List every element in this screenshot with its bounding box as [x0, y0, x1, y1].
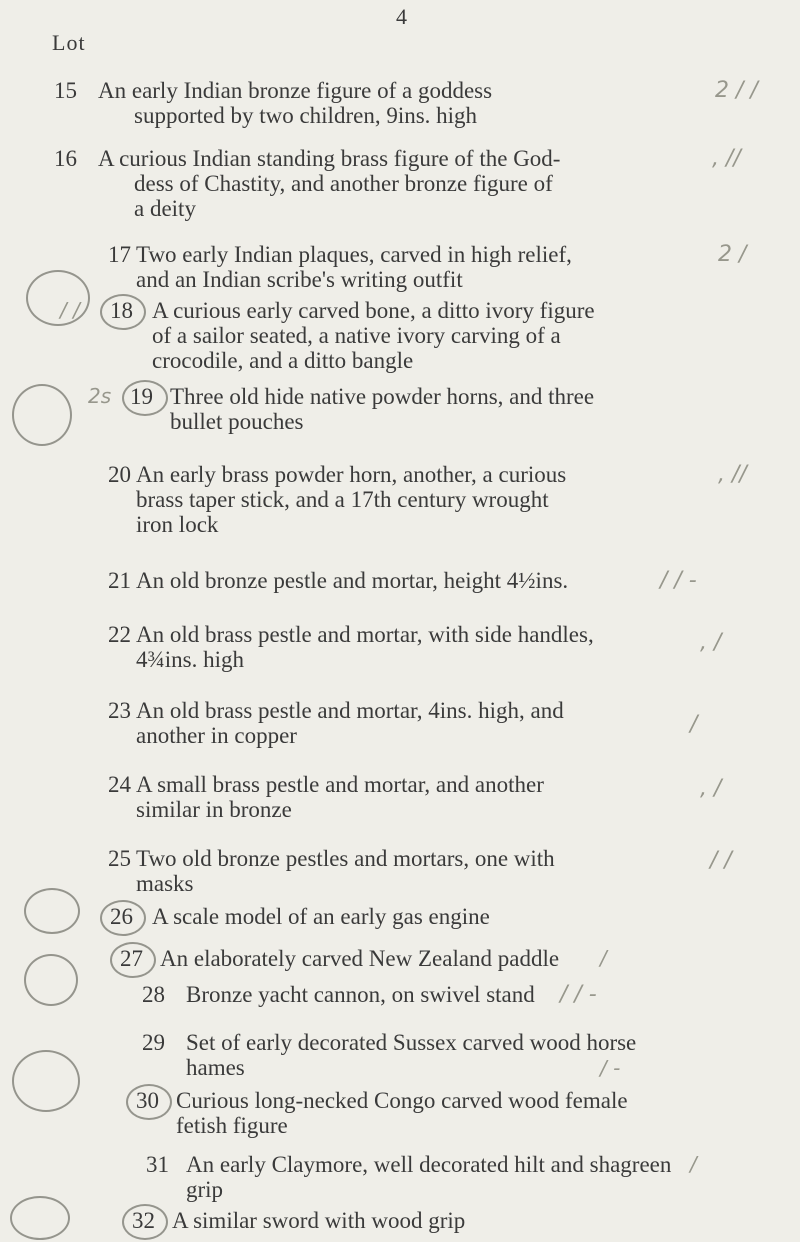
lot-description: [170, 384, 696, 434]
lot-line: A scale model of an early gas engine: [152, 904, 490, 929]
handwritten-price: 2 / /: [715, 78, 758, 103]
lot-number: 15: [54, 78, 77, 103]
lot-line: An old bronze pestle and mortar, height 4½ins.: [136, 568, 569, 593]
lot-line: grip: [186, 1177, 224, 1202]
lot-number: 28: [142, 982, 165, 1007]
lot-line: Curious long-necked Congo carved wood female: [176, 1088, 628, 1113]
lot-number: 21: [108, 568, 131, 593]
lot-line: crocodile, and a ditto bangle: [152, 348, 414, 373]
lot-number: 26: [110, 904, 133, 929]
lot-line: a deity: [134, 196, 196, 221]
handwritten-price: , /: [700, 630, 722, 655]
lot-line: Set of early decorated Sussex carved wood horse: [186, 1030, 637, 1055]
lot-description: [136, 772, 676, 822]
handwritten-price: / -: [600, 1056, 621, 1080]
lot-description: [98, 146, 696, 221]
handwritten-circle-mark: [12, 384, 72, 446]
lot-number: 23: [108, 698, 131, 723]
lot-line: A similar sword with wood grip: [172, 1208, 466, 1233]
handwritten-price: / /: [60, 298, 80, 322]
lot-line: brass taper stick, and a 17th century wrought: [136, 487, 549, 512]
lot-line: A curious early carved bone, a ditto ivory figure: [152, 298, 595, 323]
lot-number: 16: [54, 146, 77, 171]
handwritten-circle-mark: [26, 270, 90, 326]
lot-line: A curious Indian standing brass figure of the God-: [98, 146, 561, 171]
lot-number: 25: [108, 846, 131, 871]
handwritten-circle-mark: [12, 1050, 80, 1112]
lot-line: An early Indian bronze figure of a goddess: [98, 78, 493, 103]
lot-line: similar in bronze: [136, 797, 292, 822]
handwritten-circle-mark: [24, 888, 80, 934]
lot-line: of a sailor seated, a native ivory carving of a: [152, 323, 561, 348]
lot-line: bullet pouches: [170, 409, 304, 434]
lot-description: [186, 1030, 670, 1080]
lot-line: An early Claymore, well decorated hilt and shagreen: [186, 1152, 672, 1177]
lot-number: 27: [120, 946, 143, 971]
lot-number: 19: [130, 384, 153, 409]
handwritten-price: 2 /: [718, 242, 747, 267]
lot-number: 20: [108, 462, 131, 487]
lot-line: Two old bronze pestles and mortars, one with: [136, 846, 555, 871]
lot-line: masks: [136, 871, 194, 896]
lot-number: 17: [108, 242, 131, 267]
lot-description: [136, 568, 636, 593]
lot-description: [136, 698, 676, 748]
handwritten-price: /: [690, 712, 698, 737]
handwritten-price: / / -: [660, 568, 697, 593]
lot-line: Two early Indian plaques, carved in high relief,: [136, 242, 572, 267]
lot-description: [152, 298, 696, 373]
lot-line: iron lock: [136, 512, 219, 537]
lot-column-header: Lot: [52, 30, 86, 55]
lot-description: [176, 1088, 672, 1138]
lot-line: Three old hide native powder horns, and three: [170, 384, 595, 409]
handwritten-price: 2s: [88, 384, 112, 408]
handwritten-price: , //: [712, 146, 741, 171]
lot-description: [172, 1208, 592, 1233]
lot-line: An elaborately carved New Zealand paddle: [160, 946, 560, 971]
lot-line: another in copper: [136, 723, 297, 748]
lot-number: 18: [110, 298, 133, 323]
lot-description: [152, 904, 672, 929]
handwritten-circle-mark: [10, 1196, 70, 1240]
lot-line: An old brass pestle and mortar, 4ins. high, and: [136, 698, 564, 723]
lot-description: [136, 462, 696, 537]
handwritten-price: / /: [710, 848, 732, 873]
lot-line: A small brass pestle and mortar, and another: [136, 772, 544, 797]
lot-number: 29: [142, 1030, 165, 1055]
lot-number: 30: [136, 1088, 159, 1113]
page-number: 4: [396, 4, 407, 29]
lot-line: fetish figure: [176, 1113, 288, 1138]
lot-line: An early brass powder horn, another, a curious: [136, 462, 567, 487]
lot-line: and an Indian scribe's writing outfit: [136, 267, 463, 292]
lot-line: supported by two children, 9ins. high: [134, 103, 478, 128]
lot-line: hames: [186, 1055, 245, 1080]
lot-description: [136, 622, 686, 672]
handwritten-circle-mark: [24, 954, 78, 1006]
handwritten-price: /: [690, 1152, 697, 1176]
lot-line: 4¾ins. high: [136, 647, 244, 672]
lot-description: [98, 78, 696, 128]
lot-line: Bronze yacht cannon, on swivel stand: [186, 982, 535, 1007]
lot-number: 24: [108, 772, 131, 797]
handwritten-price: , /: [700, 776, 722, 801]
lot-number: 31: [146, 1152, 169, 1177]
lot-description: [136, 242, 696, 292]
lot-description: [136, 846, 676, 896]
lot-number: 32: [132, 1208, 155, 1233]
lot-line: An old brass pestle and mortar, with side handles,: [136, 622, 594, 647]
lot-line: dess of Chastity, and another bronze figure of: [134, 171, 553, 196]
lot-number: 22: [108, 622, 131, 647]
handwritten-price: / / -: [560, 982, 597, 1007]
handwritten-price: /: [600, 946, 607, 970]
lot-description: [186, 1152, 682, 1202]
handwritten-price: , //: [718, 462, 747, 487]
